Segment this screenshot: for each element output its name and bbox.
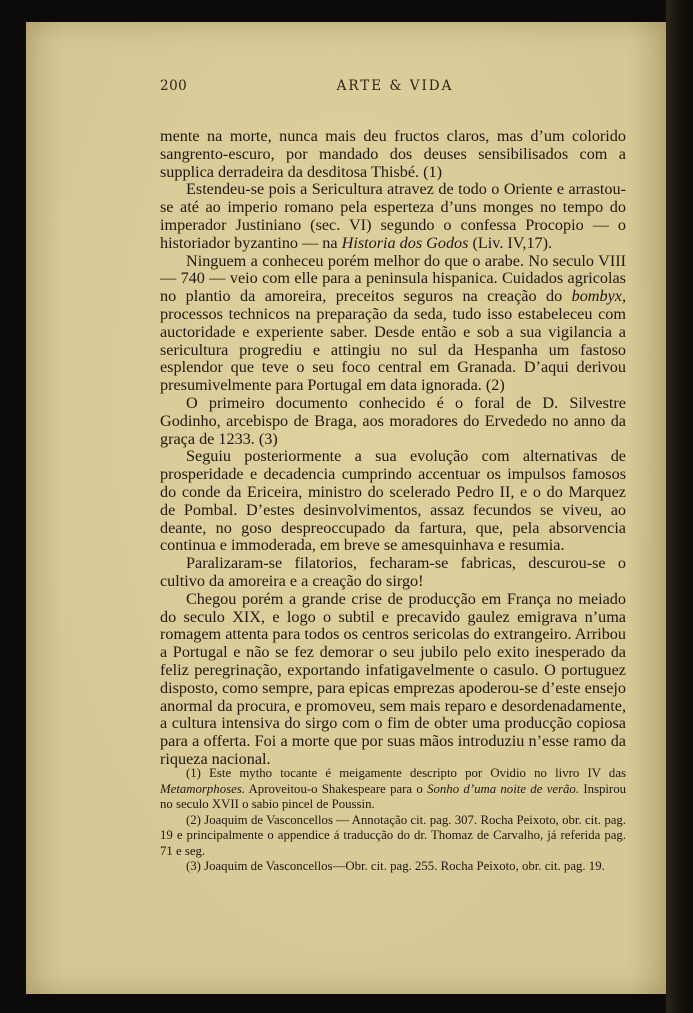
italic-text: Historia dos Godos <box>341 233 469 252</box>
running-title: ARTE & VIDA <box>336 78 454 94</box>
text-run: (2) Joaquim de Vasconcellos — Annotação cit. pag. 307. Rocha Peixoto, obr. cit. pag. 19 e principalmente o appendice á traducção do dr. Thomaz de Carvalho, já referida pag. 71 e seg. <box>160 812 626 858</box>
body-text <box>160 128 626 769</box>
text-run: Estendeu-se pois a Sericultura atravez de todo o Oriente e arrastou-se até ao imperio romano pela esperteza d’uns monges no tempo do imperador Justiniano (sec. VI) segundo o confessa Procopio — o historiador byzantino — na <box>160 180 626 252</box>
text-run: Aproveitou-o Shakespeare para o <box>244 781 428 796</box>
text-run: Seguiu posteriormente a sua evolução com alternativas de prosperidade e decadencia cumprindo accentuar os impulsos famosos do conde da Ericeira, ministro do scelerado Pedro II, e o do Marquez de Pombal. D’estes desinvolvimentos, assaz fecundos se viveu, ao deante, no goso despreoccupado da fartura, que, pela absorvencia continua e immoderada, em breve se amesquinhava e resumia. <box>160 447 626 555</box>
body-paragraph <box>160 591 626 769</box>
italic-text: Metamorphoses. <box>160 781 245 796</box>
text-run: (1) Este mytho tocante é meigamente descripto por Ovidio no livro IV das <box>186 766 626 780</box>
text-run: processos technicos na preparação da seda, tudo isso estabeleceu com auctoridade e experiente saber. Desde então e sob a sua vigilancia a sericultura progrediu e attingiu no sul da Hespanha um fastoso esplendor que teve o seu foco central em Granada. D’aqui derivou presumivelmente para Portugal em data ignorada. (2) <box>160 304 626 395</box>
body-paragraph <box>160 128 626 181</box>
footnote <box>160 766 626 813</box>
running-header <box>160 78 630 96</box>
text-run: Paralizaram-se filatorios, fecharam-se fabricas, descurou-se o cultivo da amoreira e a creação do sirgo! <box>160 554 626 590</box>
italic-text: Sonho d’uma noite de verão. <box>427 781 580 796</box>
footnote <box>160 813 626 860</box>
body-paragraph <box>160 395 626 448</box>
text-run: Inspirou no seculo XVII o sabio pincel de Poussin. <box>160 781 626 811</box>
body-paragraph <box>160 181 626 252</box>
italic-text: bombyx, <box>571 287 626 306</box>
text-run: O primeiro documento conhecido é o foral de D. Silvestre Godinho, arcebispo de Braga, aos moradores do Ervededo no anno da graça de 1233. (3) <box>160 393 626 448</box>
footnotes <box>160 766 626 875</box>
body-paragraph <box>160 555 626 591</box>
text-run: mente na morte, nunca mais deu fructos claros, mas d’um colorido sangrento-escuro, por mandado dos deuses sensibilisados com a supplica derradeira da desditosa Thisbé. (1) <box>160 127 626 181</box>
body-paragraph <box>160 253 626 395</box>
text-run: Ninguem a conheceu porém melhor do que o arabe. No seculo VIII — 740 — veio com elle para a peninsula hispanica. Cuidados agricolas no plantio da amoreira, preceitos seguros na creação do <box>160 251 626 306</box>
text-run: (3) Joaquim de Vasconcellos—Obr. cit. pag. 255. Rocha Peixoto, obr. cit. pag. 19. <box>186 859 605 873</box>
text-run: (Liv. IV,17). <box>468 233 553 252</box>
footnote <box>160 859 626 875</box>
book-edge-shadow <box>666 0 693 1013</box>
body-paragraph <box>160 448 626 555</box>
page-number: 200 <box>160 78 188 94</box>
text-run: Chegou porém a grande crise de producção em França no meiado do seculo XIX, e logo o subtil e precavido gaulez emigrava n’uma romagem attenta para todos os centros sericolas do extrangeiro. Arribou a Portugal e não se fez demorar o seu jubilo pelo exito inesperado da feliz peregrinação, exportando infatigavelmente o casulo. O portuguez disposto, como sempre, para epicas emprezas apoderou-se d’este ensejo anormal da procura, e promoveu, sem mais reparo e desordenadamente, a cultura intensiva do sirgo com o fim de obter uma producção copiosa para a offerta. Foi a morte que por suas mãos introduziu n’esse ramo da riqueza nacional. <box>160 589 626 768</box>
